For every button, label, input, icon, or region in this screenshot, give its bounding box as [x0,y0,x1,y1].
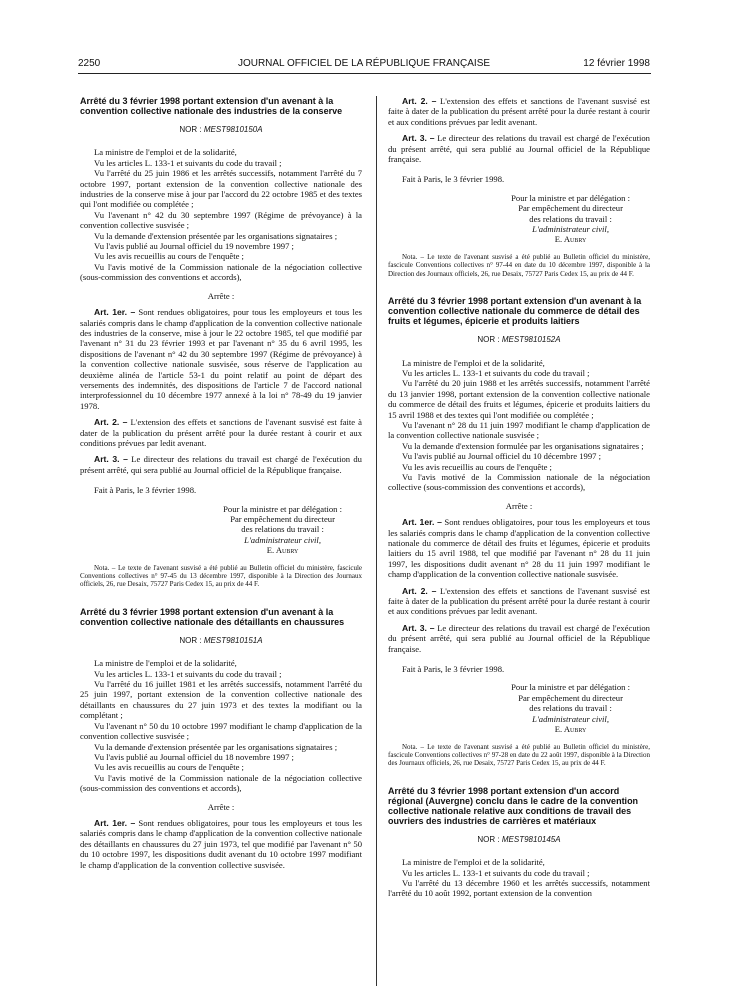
article-label: Art. 3. – [402,133,435,144]
article-1 [388,517,650,579]
article-text: Le directeur des relations du travail est chargé de l'exécution du présent arrêté, qui sera publié au Journal officiel de la République française. [388,622,650,654]
article-3 [388,623,650,654]
decree-title: Arrêté du 3 février 1998 portant extension d'un accord régional (Auvergne) conclu dans le cadre de la convention collective nationale relative aux conditions de travail des ouvriers des industries de carrières et matériaux [388,785,639,826]
header-rule [78,73,651,74]
article-text: Sont rendues obligatoires, pour tous les employeurs et tous les salariés compris dans le champ d'application de la convention collective nationale des industries de la conserve, mise à jour le 22 octobre 1985, tel que modifié par l'avenant n° 31 du 23 février 1993 et par l'avenant n° 35 du 6 avril 1995, les dispositions de l'avenant n° 42 du 30 septembre 1997 (Régime de prévoyance) à la convention collective nationale susvisée, sous réserve de l'application au deuxième alinéa de l'article 53-1 du point relatif au point de départ des versements des indemnités, des dispositions de l'article 7 de l'accord national interprofessionnel du 10 décembre 1977 annexé à la loi n° 78-49 du 19 janvier 1978. [80,307,362,411]
page-number: 2250 [78,58,101,69]
signature-date: Fait à Paris, le 3 février 1998. [402,664,505,675]
nota: Nota. – Le texte de l'avenant susvisé a été publié au Bulletin officiel du ministère, fascicule Conventions collectives n° 97-45 du 13 décembre 1997, disponible à la Direction des Journaux officiels, 26, rue Desaix, 75727 Paris Cedex 15, au prix de 44 F. [80,563,362,589]
signature-role: L'administrateur civil, [532,713,609,724]
signatory-name: E. Aubry [554,724,587,735]
paragraph: Vu les articles L. 133-1 et suivants du code du travail ; [94,157,282,168]
paragraph: Vu l'arrêté du 16 juillet 1981 et les arrêtés successifs, notamment l'arrêté du 25 juin 1997, portant extension de la convention collective nationale des détaillants en chaussures du 27 juin 1973 et des textes la modifiant ou la complétant ; [80,679,362,721]
paragraph: Vu les articles L. 133-1 et suivants du code du travail ; [402,367,590,378]
signature-line: Par empêchement du directeur [518,692,623,703]
paragraph: Vu l'avenant n° 28 du 11 juin 1997 modifiant le champ d'application de la convention collective nationale susvisée ; [388,419,650,441]
article-text: Sont rendues obligatoires, pour tous les employeurs et tous les salariés compris dans le champ d'application de la convention collective nationale du commerce de détail des fruits et légumes, épicerie et produits laitiers du 15 avril 1988, tel que modifié par l'avenant n° 28 du 11 juin 1997, les dispositions dudit avenant n° 28 du 11 juin 1997 modifiant le champ d'application de la convention collective nationale susvisée. [388,517,650,580]
signature-line: Pour la ministre et par délégation : [511,192,630,203]
article-2 [388,96,650,127]
article-2 [80,417,362,448]
arrete-heading: Arrête : [505,500,533,511]
nor-code: MEST9810152A [501,335,561,345]
article-label: Art. 1er. – [402,517,442,528]
signature-date: Fait à Paris, le 3 février 1998. [94,485,197,496]
signature-line: Pour la ministre et par délégation : [223,503,342,514]
article-text: Sont rendues obligatoires, pour tous les employeurs et tous les salariés compris dans le champ d'application de la convention collective nationale des détaillants en chaussures du 27 juin 1973, tel que modifié par l'avenant n° 50 du 10 octobre 1997, les dispositions dudit avenant du 10 octobre 1997 modifiant le champ d'application de la convention collective susvisée. [80,817,362,870]
article-text: L'extension des effets et sanctions de l'avenant susvisé est faite à dater de la publication du présent arrêté pour la durée restant à courir et aux conditions prévues par ledit avenant. [388,96,650,127]
issue-date: 12 février 1998 [583,58,650,69]
nota: Nota. – Le texte de l'avenant susvisé a été publié au Bulletin officiel du ministère, fascicule Conventions collectives n° 97-28 en date du 22 août 1997, disponible à la Direction des Journaux officiels, 26, rue Desaix, 75727 Paris Cedex 15, au prix de 44 F. [388,742,650,768]
article-3 [388,133,650,164]
signature-line: des relations du travail : [529,213,612,224]
article-label: Art. 2. – [94,417,128,428]
signature-line: Par empêchement du directeur [230,514,335,524]
nor-code: MEST9810150A [203,125,263,134]
nor-label: NOR : [477,834,500,844]
nor-reference [388,835,650,845]
journal-title: JOURNAL OFFICIEL DE LA RÉPUBLIQUE FRANÇAISE [237,58,491,69]
article-label: Art. 1er. – [94,817,136,828]
article-label: Art. 1er. – [94,307,136,318]
paragraph: Vu l'avis motivé de la Commission nationale de la négociation collective (sous-commission des conventions et accords), [80,772,362,794]
article-2 [388,586,650,617]
nor-code: MEST9810151A [203,635,263,645]
signature-line: Par empêchement du directeur [518,203,623,214]
arrete-heading: Arrête : [207,290,235,301]
paragraph: Vu l'avenant n° 50 du 10 octobre 1997 modifiant le champ d'application de la convention collective susvisée ; [80,720,362,742]
paragraph: Vu l'avis publié au Journal officiel du 10 décembre 1997 ; [402,451,601,462]
paragraph: Vu l'avis motivé de la Commission nationale de la négociation collective (sous-commission des conventions et accords), [80,261,362,283]
nor-reference [388,335,650,345]
signature-line: des relations du travail : [241,524,324,535]
signature-role: L'administrateur civil, [532,224,609,235]
paragraph: La ministre de l'emploi et de la solidarité, [94,658,237,669]
nor-label: NOR : [179,635,202,645]
article-text: Le directeur des relations du travail est chargé de l'exécution du présent arrêté, qui sera publié au Journal officiel de la République française. [80,454,362,475]
article-label: Art. 2. – [402,96,437,106]
paragraph: Vu la demande d'extension présentée par les organisations signataires ; [94,741,338,752]
paragraph: Vu l'arrêté du 13 décembre 1960 et les arrêtés successifs, notamment l'arrêté du 10 août 1992, portant extension de la convention [388,877,650,899]
paragraph: Vu la demande d'extension formulée par les organisations signataires ; [402,440,644,451]
article-text: L'extension des effets et sanctions de l'avenant susvisé est faite à dater de la publication du présent arrêté pour la durée restant à courir et aux conditions prévues par ledit avenant. [80,417,362,448]
decree-title: Arrêté du 3 février 1998 portant extension d'un avenant à la convention collective nationale des industries de la conserve [80,96,343,116]
paragraph: Vu l'avenant n° 42 du 30 septembre 1997 (Régime de prévoyance) à la convention collective susvisée ; [80,209,362,231]
signature-role: L'administrateur civil, [244,534,321,545]
signature-block [388,193,630,245]
paragraph: Vu les articles L. 133-1 et suivants du code du travail ; [94,668,282,679]
decree-title: Arrêté du 3 février 1998 portant extension d'un avenant à la convention collective nationale des détaillants en chaussures [80,606,345,627]
signature-block [80,504,342,556]
paragraph: Vu l'avis publié au Journal officiel du 19 novembre 1997 ; [94,241,294,252]
article-text: Le directeur des relations du travail est chargé de l'exécution du présent arrêté, qui sera publié au Journal officiel de la République française. [388,133,650,165]
article-label: Art. 3. – [94,454,128,465]
decree-chaussures [80,607,362,870]
article-label: Art. 2. – [402,585,437,596]
page-header [78,58,650,72]
signature-line: Pour la ministre et par délégation : [511,682,630,693]
decree-fruits-legumes [388,296,650,768]
paragraph: Vu les articles L. 133-1 et suivants du code du travail ; [402,867,590,878]
left-column [80,96,362,990]
signature-line: des relations du travail : [529,703,612,714]
decree-conserve [80,96,362,589]
nota: Nota. – Le texte de l'avenant susvisé a été publié au Bulletin officiel du ministère, fascicule Conventions collectives n° 97-44 en date du 10 décembre 1997, disponible à la Direction des Journaux officiels, 26, rue Desaix, 75727 Paris Cedex 15, au prix de 44 F. [388,252,650,278]
column-rule [376,96,377,986]
paragraph: La ministre de l'emploi et de la solidarité, [402,857,545,868]
nor-label: NOR : [179,125,202,134]
article-text: L'extension des effets et sanctions de l'avenant susvisé est faite à dater de la publication du présent arrêté pour la durée restant à courir et aux conditions prévues par ledit avenant. [388,585,650,617]
paragraph: Vu les avis recueillis au cours de l'enquête ; [94,251,244,262]
signatory-name: E. Aubry [266,545,299,556]
decree-carrieres-auvergne [388,786,650,899]
paragraph: Vu l'avis motivé de la Commission nationale de la négociation collective (sous-commission des conventions et accords), [388,471,650,493]
article-1 [80,307,362,411]
paragraph: La ministre de l'emploi et de la solidarité, [402,357,545,368]
decree-chaussures-continued [388,96,650,278]
article-1 [80,818,362,870]
decree-title: Arrêté du 3 février 1998 portant extension d'un avenant à la convention collective nationale du commerce de détail des fruits et légumes, épicerie et produits laitiers [388,296,642,327]
nor-reference [80,125,362,135]
nor-code: MEST9810145A [501,834,561,844]
paragraph: Vu les avis recueillis au cours de l'enquête ; [402,461,552,472]
arrete-heading: Arrête : [207,801,235,812]
article-3 [80,454,362,475]
nor-reference [80,636,362,646]
nor-label: NOR : [477,335,500,345]
signatory-name: E. Aubry [554,234,587,245]
paragraph: Vu la demande d'extension présentée par les organisations signataires ; [94,230,338,241]
signature-block [388,682,630,734]
right-column [388,96,650,990]
paragraph: Vu l'arrêté du 20 juin 1988 et les arrêtés successifs, notamment l'arrêté du 13 janvier 1998, portant extension de la convention collective nationale du commerce de détail des fruits et légumes, épicerie et produits laitiers du 15 avril 1988 et des textes qui l'ont modifiée ou complétée ; [388,378,650,420]
signature-date: Fait à Paris, le 3 février 1998. [402,174,505,185]
paragraph: Vu l'avis publié au Journal officiel du 18 novembre 1997 ; [94,751,294,762]
paragraph: Vu les avis recueillis au cours de l'enquête ; [94,762,244,773]
article-label: Art. 3. – [402,622,435,633]
paragraph: Vu l'arrêté du 25 juin 1986 et les arrêtés successifs, notamment l'arrêté du 7 octobre 1997, portant extension de la convention collective nationale des industries de la conserve mise à jour par l'accord du 22 octobre 1985 et des textes qui l'ont modifiée ou complétée ; [80,168,362,210]
paragraph: La ministre de l'emploi et de la solidarité, [94,147,237,158]
